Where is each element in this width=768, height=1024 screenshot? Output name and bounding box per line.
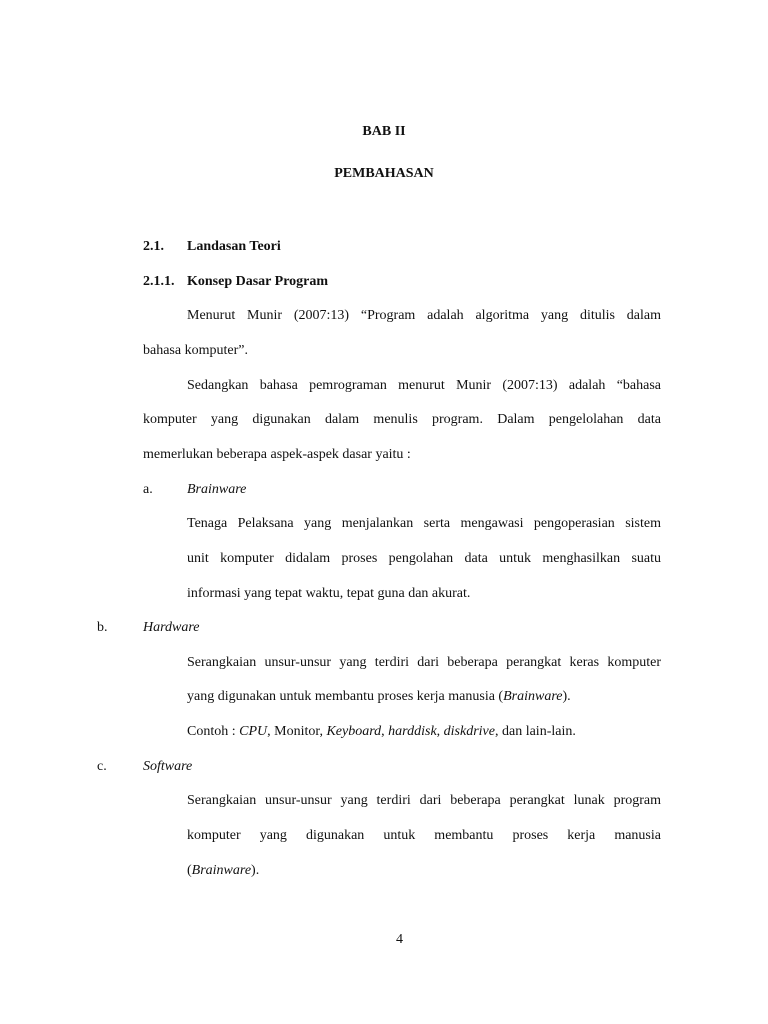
item-c-line1: Serangkaian unsur-unsur yang terdiri dari beberapa perangkat lunak program (187, 793, 661, 808)
page-number: 4 (396, 932, 403, 947)
para2-line3: memerlukan beberapa aspek-aspek dasar yaitu : (143, 447, 411, 462)
para2-line2: komputer yang digunakan dalam menulis program. Dalam pengelolahan data (143, 412, 661, 427)
para1-line1: Menurut Munir (2007:13) “Program adalah algoritma yang ditulis dalam (187, 308, 661, 323)
chapter-heading: BAB II (362, 124, 406, 139)
subsection-number: 2.1.1. (143, 274, 175, 289)
item-c-line3: (Brainware). (187, 863, 260, 878)
item-b-examples: Contoh : CPU, Monitor, Keyboard, harddisk, diskdrive, dan lain-lain. (187, 724, 576, 739)
item-a-term: Brainware (187, 482, 247, 497)
item-a-line2: unit komputer didalam proses pengolahan data untuk menghasilkan suatu (187, 551, 661, 566)
item-b-line1: Serangkaian unsur-unsur yang terdiri dari beberapa perangkat keras komputer (187, 655, 661, 670)
chapter-title: PEMBAHASAN (334, 166, 434, 181)
item-a-line1: Tenaga Pelaksana yang menjalankan serta mengawasi pengoperasian sistem (187, 516, 661, 531)
item-c-term: Software (143, 759, 193, 774)
item-a-marker: a. (143, 482, 153, 497)
item-b-line2: yang digunakan untuk membantu proses kerja manusia (Brainware). (187, 689, 571, 704)
subsection-title: Konsep Dasar Program (187, 274, 329, 289)
section-title: Landasan Teori (187, 239, 281, 254)
item-b-marker: b. (97, 620, 108, 635)
para2-line1: Sedangkan bahasa pemrograman menurut Munir (2007:13) adalah “bahasa (187, 378, 661, 393)
section-number: 2.1. (143, 239, 164, 254)
para1-line2: bahasa komputer”. (143, 343, 248, 358)
item-c-marker: c. (97, 759, 107, 774)
item-a-line3: informasi yang tepat waktu, tepat guna dan akurat. (187, 586, 471, 601)
item-b-term: Hardware (143, 620, 200, 635)
item-c-line2: komputer yang digunakan untuk membantu proses kerja manusia (187, 828, 661, 843)
